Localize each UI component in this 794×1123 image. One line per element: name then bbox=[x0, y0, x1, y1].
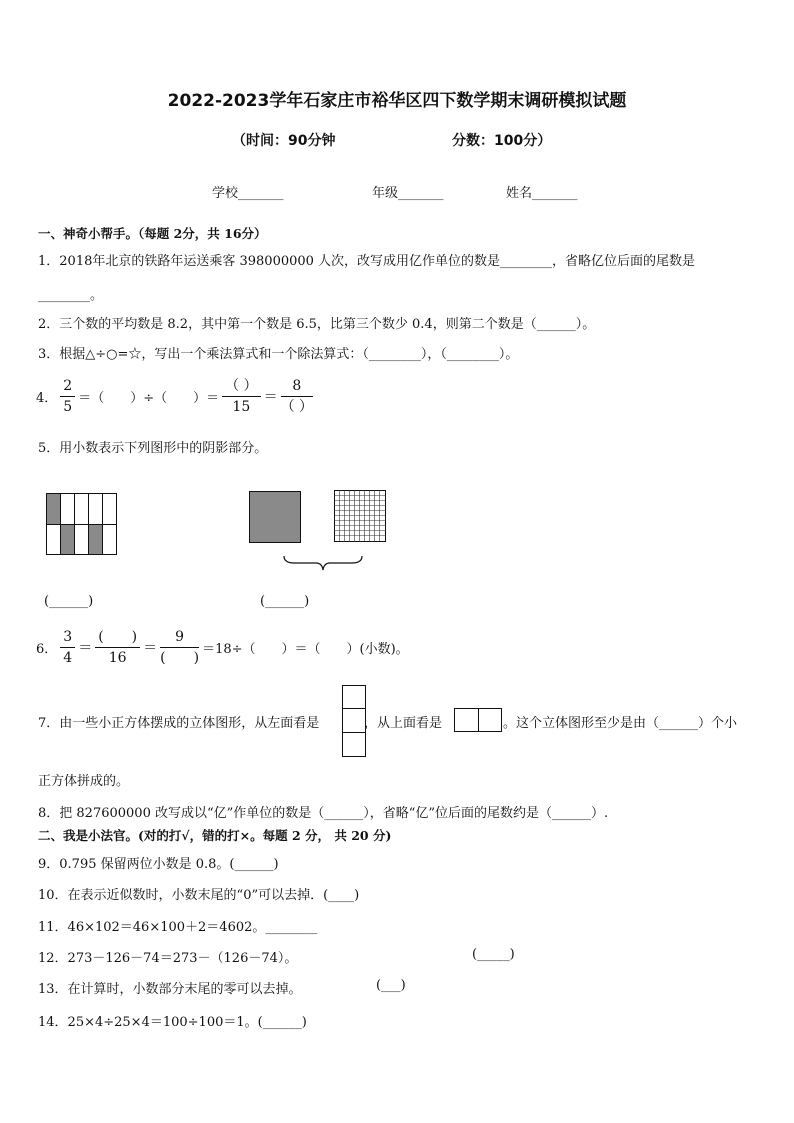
q12-answer-blank[interactable]: (_____) bbox=[472, 947, 515, 962]
strip-cell bbox=[88, 524, 103, 555]
exam-score: 分数：100分） bbox=[452, 133, 552, 149]
strip-cell bbox=[46, 524, 61, 555]
q4-fraction-3 bbox=[281, 376, 313, 417]
curly-brace bbox=[282, 554, 364, 574]
q6-f2-numerator: ( ) bbox=[95, 627, 140, 648]
left-view-figure bbox=[342, 685, 366, 757]
top-view-figure bbox=[454, 708, 502, 732]
section2-heading: 二、我是小法官。(对的打√，错的打×。每题 2 分， 共 20 分) bbox=[38, 828, 392, 843]
question-12: 12．273－126－74＝273－（126－74）。 bbox=[38, 951, 298, 966]
question-1a: 1．2018年北京的铁路年运送乘客 398000000 人次，改写成用亿作单位的数是________，省略亿位后面的尾数是 bbox=[38, 254, 696, 269]
q4-f3-denominator: （ ） bbox=[280, 399, 314, 415]
q6-f2-denominator: 16 bbox=[108, 650, 127, 666]
q4-f1-numerator: 2 bbox=[60, 376, 75, 397]
page-title: 2022-2023学年石家庄市裕华区四下数学期末调研模拟试题 bbox=[167, 91, 627, 111]
question-3: 3．根据△÷○=☆，写出一个乘法算式和一个除法算式：（________），（________）。 bbox=[38, 347, 519, 362]
q6-equals-1: ＝ bbox=[78, 640, 93, 657]
strip-cell bbox=[88, 493, 103, 525]
question-7a: 7．由一些小正方体摆成的立体图形，从左面看是 bbox=[38, 716, 320, 731]
q13-answer-blank[interactable]: (___) bbox=[376, 978, 406, 993]
question-11: 11．46×102＝46×100＋2＝4602。________ bbox=[38, 920, 318, 935]
exam-time: （时间：90分钟 bbox=[232, 133, 336, 149]
hundred-grid bbox=[334, 490, 386, 542]
q5-answer-blank-2[interactable]: (______) bbox=[260, 594, 310, 609]
q6-equals-2: ＝ bbox=[143, 640, 158, 657]
q4-f2-numerator: （ ） bbox=[222, 376, 260, 397]
strip-cell bbox=[74, 493, 89, 525]
question-14: 14．25×4÷25×4＝100÷100＝1。(______) bbox=[38, 1015, 307, 1030]
school-field: 学校_______ bbox=[212, 186, 284, 201]
q6-f1-numerator: 3 bbox=[60, 627, 75, 648]
q4-f2-denominator: 15 bbox=[232, 399, 251, 415]
question-5: 5．用小数表示下列图形中的阴影部分。 bbox=[38, 441, 268, 456]
name-field: 姓名_______ bbox=[506, 186, 578, 201]
question-2: 2．三个数的平均数是 8.2，其中第一个数是 6.5，比第三个数少 0.4，则第二个数是（______）。 bbox=[38, 317, 596, 332]
q6-f1-denominator: 4 bbox=[63, 650, 73, 666]
question-13: 13．在计算时，小数部分末尾的零可以去掉。 bbox=[38, 982, 302, 997]
q4-fraction-2 bbox=[222, 376, 260, 417]
question-7d: 正方体拼成的。 bbox=[38, 774, 130, 789]
question-1b: ________。 bbox=[38, 288, 104, 303]
q6-f3-denominator: ( ) bbox=[160, 650, 200, 666]
strip-cell bbox=[60, 493, 75, 525]
question-9: 9．0.795 保留两位小数是 0.8。(______) bbox=[38, 857, 279, 872]
strip-cell bbox=[74, 524, 89, 555]
strip-figure bbox=[46, 493, 117, 555]
shaded-square bbox=[249, 491, 301, 543]
q4-f3-numerator: 8 bbox=[281, 376, 313, 397]
strip-cell bbox=[102, 493, 117, 525]
q6-fraction-3 bbox=[160, 627, 199, 668]
strip-cell bbox=[46, 493, 61, 525]
grade-field: 年级_______ bbox=[372, 186, 444, 201]
q4-fraction-1 bbox=[60, 376, 75, 417]
q6-fraction-2 bbox=[95, 627, 140, 668]
question-7b: ，从上面看是 bbox=[364, 716, 443, 731]
q6-number: 6． bbox=[36, 642, 58, 657]
question-10: 10．在表示近似数时，小数末尾的“0”可以去掉．(____) bbox=[38, 888, 360, 903]
question-7c: 。这个立体图形至少是由（______）个小 bbox=[503, 716, 738, 731]
q4-number: 4． bbox=[36, 391, 58, 406]
question-4 bbox=[36, 376, 316, 417]
q4-f1-denominator: 5 bbox=[63, 399, 73, 415]
strip-cell bbox=[102, 524, 117, 555]
view-cube bbox=[454, 708, 479, 732]
view-cube bbox=[342, 685, 366, 709]
q5-answer-blank-1[interactable]: (______) bbox=[44, 594, 94, 609]
q4-equals: ＝ bbox=[263, 389, 278, 406]
view-cube bbox=[342, 708, 366, 733]
view-cube bbox=[478, 708, 502, 732]
question-8: 8．把 827600000 改写成以“亿”作单位的数是（______），省略“亿”位后面的尾数约是（______）. bbox=[38, 806, 609, 821]
q4-middle: ＝（ ）÷（ ）＝ bbox=[78, 391, 220, 406]
q6-f3-numerator: 9 bbox=[160, 627, 199, 648]
strip-cell bbox=[60, 524, 75, 555]
q6-fraction-1 bbox=[60, 627, 75, 668]
view-cube bbox=[342, 732, 366, 757]
section1-heading: 一、神奇小帮手。（每题 2分，共 16分） bbox=[38, 226, 267, 241]
q6-rest: ＝18÷（ ）＝（ ）(小数)。 bbox=[202, 642, 409, 657]
question-6 bbox=[36, 627, 409, 668]
